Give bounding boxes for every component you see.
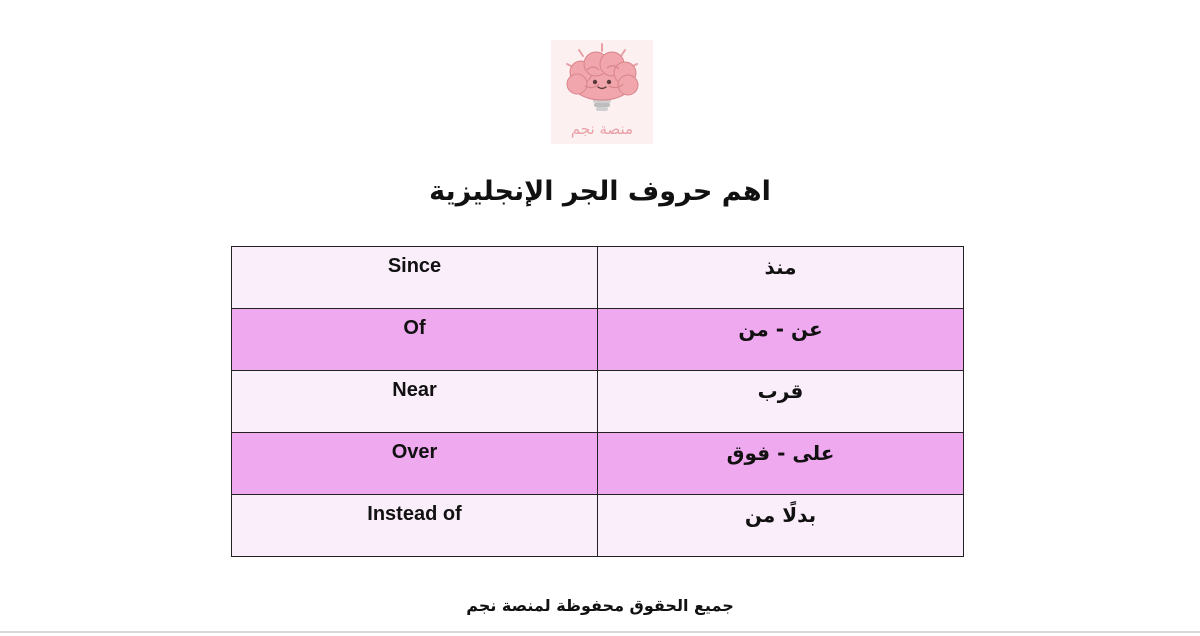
english-cell: Near [232,371,598,433]
arabic-cell: قرب [598,371,964,433]
english-cell: Of [232,309,598,371]
table-row [232,371,964,433]
table-row [232,495,964,557]
bottom-divider [0,631,1200,633]
logo-caption: منصة نجم [570,120,634,138]
arabic-cell: منذ [598,247,964,309]
page-title: اهم حروف الجر الإنجليزية [429,176,771,207]
arabic-cell: بدلًا من [598,495,964,557]
copyright-footer: جميع الحقوق محفوظة لمنصة نجم [466,596,734,615]
arabic-cell: عن - من [598,309,964,371]
english-cell: Instead of [232,495,598,557]
english-cell: Over [232,433,598,495]
table-row [232,309,964,371]
logo [551,40,653,144]
english-cell: Since [232,247,598,309]
table-row [232,433,964,495]
table-row [232,247,964,309]
prepositions-table [231,246,964,557]
arabic-cell: على - فوق [598,433,964,495]
brain-lightbulb-icon [551,40,653,124]
